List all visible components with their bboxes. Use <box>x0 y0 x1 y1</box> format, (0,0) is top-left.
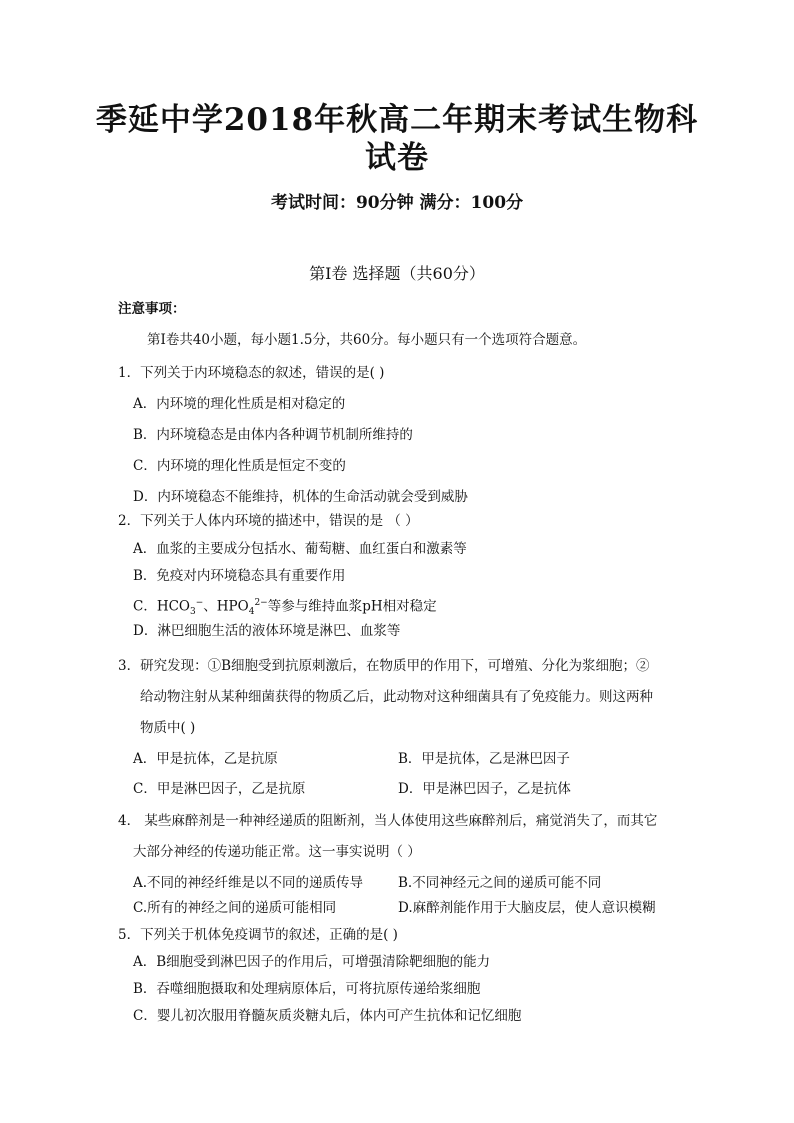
question-4-stem-line1: 4． 某些麻醉剂是一种神经递质的阻断剂，当人体使用这些麻醉剂后，痛觉消失了，而其它 <box>118 813 658 829</box>
question-3-option-b: B．甲是抗体，乙是淋巴因子 <box>398 751 570 767</box>
question-1-option-c: C．内环境的理化性质是恒定不变的 <box>133 458 346 474</box>
question-4-option-a: A.不同的神经纤维是以不同的递质传导 <box>133 875 364 891</box>
question-3-option-c: C．甲是淋巴因子，乙是抗原 <box>133 781 306 797</box>
question-1-option-a: A．内环境的理化性质是相对稳定的 <box>133 396 346 412</box>
question-3-stem-line3: 物质中( ) <box>140 720 196 736</box>
question-5-option-b: B．吞噬细胞摄取和处理病原体后，可将抗原传递给浆细胞 <box>133 981 481 997</box>
question-2-option-d: D．淋巴细胞生活的液体环境是淋巴、血浆等 <box>133 623 401 639</box>
question-1-stem: 1．下列关于内环境稳态的叙述，错误的是( ) <box>118 365 385 381</box>
question-1-option-b: B．内环境稳态是由体内各种调节机制所维持的 <box>133 427 413 443</box>
exam-title-line1: 季延中学2018年秋高二年期末考试生物科 <box>95 102 699 138</box>
exam-title-line2: 试卷 <box>365 140 429 176</box>
notice-label: 注意事项： <box>118 301 186 317</box>
question-2-option-c: C．$HCO_3^-$、$HPO_4^{2-}$等参与维持血浆pH相对稳定 <box>133 598 437 618</box>
question-3-stem-line1: 3．研究发现：①B细胞受到抗原刺激后，在物质甲的作用下，可增殖、分化为浆细胞；② <box>118 658 650 674</box>
question-2-stem: 2．下列关于人体内环境的描述中，错误的是 （ ） <box>118 513 419 529</box>
question-3-option-a: A．甲是抗体，乙是抗原 <box>133 751 278 767</box>
question-2-option-a: A．血浆的主要成分包括水、葡萄糖、血红蛋白和激素等 <box>133 541 467 557</box>
question-5-option-c: C．婴儿初次服用脊髓灰质炎糖丸后，体内可产生抗体和记忆细胞 <box>133 1008 522 1024</box>
section-title: 第Ⅰ卷 选择题（共60分） <box>309 264 485 283</box>
question-4-stem-line2: 大部分神经的传递功能正常。这一事实说明（ ） <box>133 844 421 860</box>
question-4-option-d: D.麻醉剂能作用于大脑皮层，使人意识模糊 <box>398 900 656 916</box>
exam-subtitle: 考试时间：90分钟 满分：100分 <box>270 193 524 213</box>
question-5-option-a: A．B细胞受到淋巴因子的作用后，可增强清除靶细胞的能力 <box>133 954 491 970</box>
question-4-option-c: C.所有的神经之间的递质可能相同 <box>133 900 337 916</box>
question-4-option-b: B.不同神经元之间的递质可能不同 <box>398 875 602 891</box>
question-3-option-d: D．甲是淋巴因子，乙是抗体 <box>398 781 571 797</box>
question-3-stem-line2: 给动物注射从某种细菌获得的物质乙后，此动物对这种细菌具有了免疫能力。则这两种 <box>140 689 653 705</box>
question-2-option-b: B．免疫对内环境稳态具有重要作用 <box>133 568 346 584</box>
question-5-stem: 5．下列关于机体免疫调节的叙述，正确的是( ) <box>118 927 398 943</box>
question-1-option-d: D．内环境稳态不能维持，机体的生命活动就会受到威胁 <box>133 489 468 505</box>
notice-text: 第Ⅰ卷共40小题，每小题1.5分，共60分。每小题只有一个选项符合题意。 <box>147 332 587 348</box>
